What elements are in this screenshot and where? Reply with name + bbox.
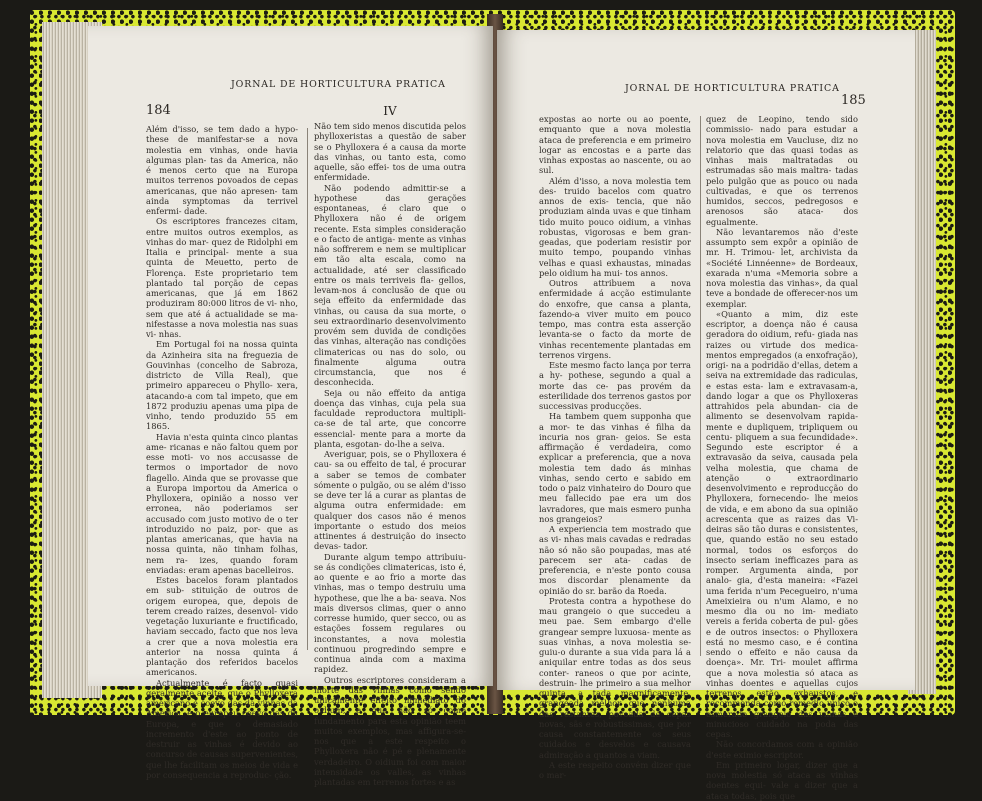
paragraph: A este respeito convém dizer que o mar- [539, 759, 691, 780]
paragraph: Em Portugal foi na nossa quinta da Azinheira sita na freguezia de Gouvinhas (concelho de Sabroza, districto de Villa Real), que primeiro appareceu o Phyllo- xera, atacando-a com tal impeto, que em 1872 produziu apenas uma pipa de vinho, tendo produzido 55 em 1865. [146, 339, 298, 432]
paragraph: Não levantaremos não d'este assumpto sem expôr a opinião de mr. H. Trimou- let, archivista da «Société Linnéenne» de Bordeaux, exarada n'uma «Memoria sobre a nova molestia das vinhas», da qual teve a bondade de offerecer-nos um exemplar. [706, 226, 858, 309]
right-column-1 [539, 114, 691, 780]
paragraph: Não tem sido menos discutida pelos phylloxeristas a questão de saber se o Phylloxera é a causa da morte das vinhas, ou tanto esta, como aquelle, são effei- tos de uma outra enfermidade. [314, 121, 466, 183]
left-page [88, 26, 493, 787]
paragraph: Em primeiro logar, dizer que a nova molestia só ataca as vinhas doentes equi- vale a dizer que a ataca todas, pois que [706, 759, 858, 801]
right-running-head: JORNAL DE HORTICULTURA PRATICA [625, 83, 840, 94]
paragraph: expostas ao norte ou ao poente, emquanto que a nova molestia ataca de preferencia e em primeiro logar as encostas e a parte das vinhas expostas ao nascente, ou ao sul. [539, 114, 691, 176]
right-column-2 [706, 114, 858, 801]
paragraph: Havia n'esta quinta cinco plantas ame- ricanas e não faltou quem por esse moti- vo nos accusasse de termos o importador de novo flagello. Ainda que se provasse que a Europa importou da America o Phylloxera, opinião a nosso ver erronea, não poderiamos ser accusado com justo motivo de o ter introduzido no paiz, por- que as plantas americanas, que havia na nossa quinta, não tinham folhas, nem ra- izes, quando foram enviadas: eram apenas bacelleiros. [146, 431, 298, 575]
paragraph: A experiencia tem mostrado que as vi- nhas mais cavadas e redradas não só não são poupadas, mas até parecem ser ata- cadas de preferencia, e n'este ponto cousa mos discordar plenamente da opinião do sr. barão da Roeda. [539, 524, 691, 596]
column-divider [700, 116, 701, 656]
paragraph: Estes bacelos foram plantados em sub- stituição de outros de origem europea, que, depois de terem creado raizes, desenvol- vido vegetação luxuriante e fructificado, haviam seccado, facto que nos leva a crer que a nova molestia era anterior na nossa quinta á plantação dos referidos bacelos americanos. [146, 575, 298, 678]
paragraph: Averiguar, pois, se o Phylloxera é cau- sa ou effeito de tal, é procurar a saber se temos de combater sómente o pulgão, ou se além d'isso se deve ter lá a curar as plantas de alguma outra enfermidade: em qualquer dos casos não é menos importante o estudo dos meios attinentes á destruição do insecto devas- tador. [314, 449, 466, 552]
paragraph: Ha tambem quem supponha que a mor- te das vinhas é filha da incuria nos gran- geios. Se esta affirmação é verdadeira, como explicar a preferencia, que a nova molestia tem dado ás minhas vinhas, sendo certo e sabido em todo o paiz vinhateiro do Douro que meu fallecido pae era um dos lavradores, que mais esmero punha nos grangeios? [539, 411, 691, 524]
section-heading: IV [383, 104, 397, 118]
paragraph: Seja ou não effeito da antiga doença das vinhas, cuja pela sua faculdade reproductora multipli- ca-se de tal arte, que concorre essencial- mente para a morte da planta, esgotan- do-lhe a seiva. [314, 387, 466, 449]
paragraph: Outros attribuem a nova enfermidade á acção estimulante do enxofre, que cansa a planta, fazendo-a viver muito em pouco tempo, mas contra esta asserção levanta-se o facto da morte de vinhas recentemente plantadas em terrenos virgens. [539, 278, 691, 360]
left-running-head: JORNAL DE HORTICULTURA PRATICA [231, 79, 446, 90]
paragraph: Outros escriptores consideram a morte das vinhas como sendo unicamente effeito immediato do oidium, e que não só como fundamento para esta opinião teem muitos exemplos, mas affigura-se-nos que a este respeito o Phylloxera não é pé e plenamente verdadeiro. O oidium foi com maior intensidade os valles, as vinhas plantadas em terrenos fortes e as [314, 674, 466, 787]
paragraph: Além d'isso, se tem dado a hypo- these de manifestar-se a nova molestia em vinhas, onde havia algumas plan- tas da America, não é menos certo que na Europa muitos terrenos povoados de cepas americanas, que não apresen- tam ainda symptomas da terrivel enfermi- dade. [146, 124, 298, 216]
paragraph: Durante algum tempo attribuiu-se ás condições climatericas, isto é, ao quente e ao frio a morte das vinhas, mas o tempo destruiu uma hypothese, que lhe a ba- seava. Nos mais diversos climas, quer o anno corresse humido, quer secco, ou as estações fossem regulares ou inconstantes, a nova molestia continuou progredindo sempre e continua ainda com a maxima rapidez. [314, 551, 466, 675]
paragraph: Não concordamos com a opinião d'este eximio escriptor. [706, 739, 858, 760]
paragraph: Não podendo admittir-se a hypothese das gerações espontaneas, é claro que o Phylloxera não é de origem recente. Esta simples consideração e o facto de antiga- mente as vinhas não soffrerem e nem se multiplicar em tão alta escala, como na actualidade, até ser classificado entre os mais terriveis fla- gellos, levam-nos á conclusão de que ou seja effeito da enfermidade das vinhas, ou causa da sua morte, o seu extraordinario desenvolvimento provém sem duvida de condições das vinhas, alteração nas condições climatericas ou nas do solo, ou finalmente alguma outra circumstancia, que nos é desconhecida. [314, 182, 466, 388]
paragraph: Actualmente é facto quasi geralmente aceite, que o Phylloxera americano é coevo das da vinhas da America, e o europeu coevo das da Europa, e que o demasiado incremento d'este ao ponto de destruir as vinhas é devido ao concurso de causas supervenientes, que lhe facilitam os meios de vida e por consequencia a reproduc- ção. [146, 677, 298, 780]
left-column-2 [314, 104, 466, 787]
paragraph: Os escriptores francezes citam, entre muitos outros exemplos, as vinhas do mar- quez de Ridolphi em Italia e principal- mente a sua quinta de Meuetto, perto de Florença. Este proprietario tem plantado tal porção de cepas americanas, que já em 1862 produziram 80:000 litros de vi- nho, sem que até á actualidade se ma- nifestasse a nova molestia nas suas vi- nhas. [146, 216, 298, 339]
right-page [497, 30, 915, 801]
paragraph: «Quanto a mim, diz este escriptor, a doença não é causa geradora do oidium, refu- giada nas raizes ou virtude dos medica- mentos empregados (a enxofração), origi- na a podridão d'ellas, detem a seiva na extremidade das radiculas, e estas esta- lam e extravasam-a, dando logar a que os Phylloxeras attrahidos pela abundan- cia de alimento se desenvolvam rapida- mente e dupliquem, tripliquem ou centu- pliquem a sua fecundidade». Segundo este escriptor é a extravasão da seiva, causada pela velha molestia, que chama de atenção o extraordinario desenvolvimento e reproducção do Phylloxera, fornecendo- lhe meios de vida, e em abono da sua opinião acrescenta que as raizes das Vi- deiras são tão duras e consistentes, que, quando estão no seu estado normal, todos os esforços do insecto seriam inefficazes para as romper. Argumenta ainda, por analo- gia, d'esta maneira: «Fazei uma ferida n'um Pecegueiro, n'uma Ameixieira ou n'um Alamo, e no mesmo dia ou no im- mediato vereis a ferida coberta de pul- gões e de outros insectos: o Phylloxera está no mesmo caso, e é contina sendo o effeito e não causa da doença». Mr. Tri- moulet affirma que a nova molestia só ataca as vinhas doentes e aquellas cujos terrenos estão exhaustos, e recommenda como remedio unico o esmerado grangeio das vinhas e minucioso cuidado na poda das cepas. [706, 308, 858, 739]
paragraph: Protesta contra a hypothese do mau grangeio o que succedeu a meu pae. Sem embargo d'elle grangear sempre luxuosa- mente as suas vinhas, a nova molestia se- guiu-o durante a sua vida para lá a aniquilar entre todas as dos seus conter- raneos o que por acinte, destruin- lhe primeiro a sua melhor quinta, a tada magnificamente, grangeada melhor que nenhuma das restantes, povoada de cepas novas, sãs e robustissimas, que por causa constantemente os seus cuidados e desvelos e causava admiração a quantos a viam. [539, 595, 691, 760]
right-page-number: 185 [841, 93, 866, 108]
left-column-1 [146, 124, 298, 780]
paragraph: Este mesmo facto lança por terra a hy- pothese, segundo a qual a morte das ce- pas provém da esterilidade dos terrenos gastos por successivas producções. [539, 360, 691, 411]
column-divider [307, 128, 308, 650]
left-page-number: 184 [146, 103, 171, 118]
paragraph: Além d'isso, a nova molestia tem des- truido bacelos com quatro annos de exis- tencia, que não produziam ainda uvas e que tinham tido muito pouco oidium, a vinhas robustas, vigorosas e bem gran- geadas, que poderiam resistir por muito tempo, poupando vinhas velhas e quasi exhaustas, minadas pelo oidium ha mui- tos annos. [539, 175, 691, 278]
paragraph: quez de Leopino, tendo sido commissio- nado para estudar a nova molestia em Vaucluse, diz no relatorio que das quasi todas as vinhas mais maltratadas ou estrumadas são mais maltra- tadas pelo pulgão que as pouco ou nada cultivadas, e que os terrenos humidos, seccos, pedregosos e arenosos são ataca- dos egualmente. [706, 114, 858, 227]
